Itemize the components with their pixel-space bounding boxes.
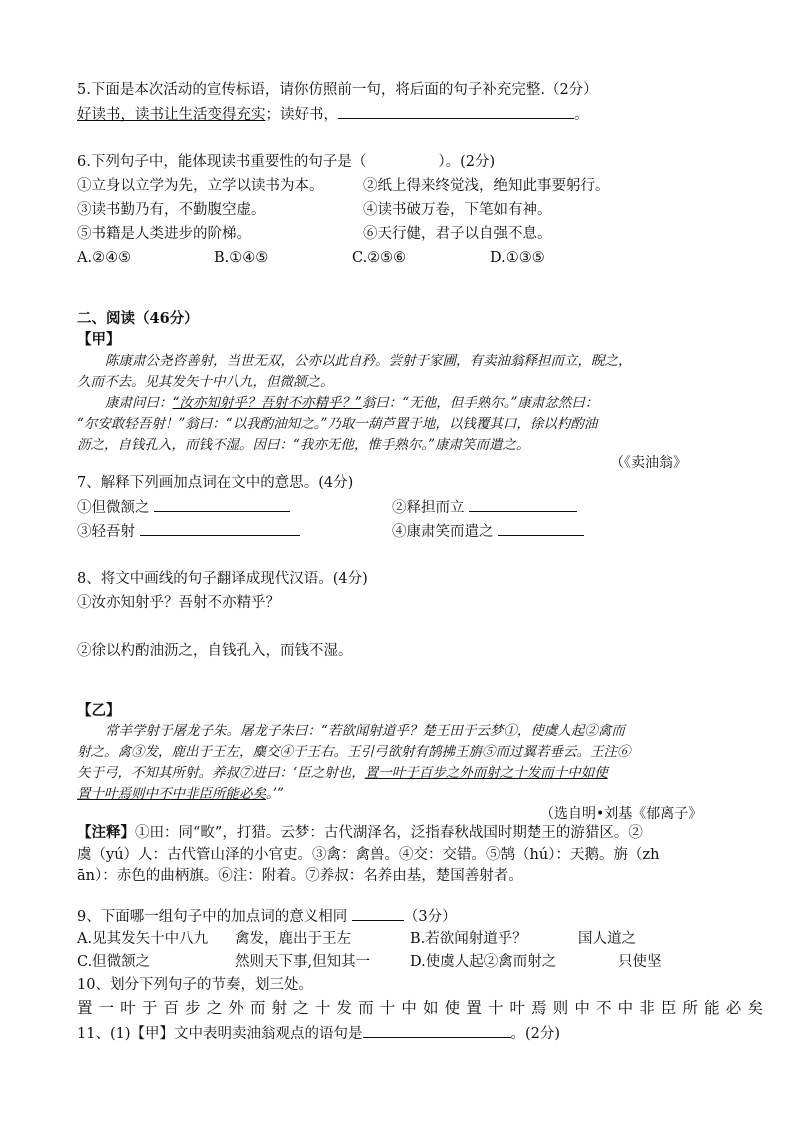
q9-answer-blank[interactable] — [352, 906, 404, 921]
q11-stem: 11、(1)【甲】文中表明卖油翁观点的语句是 。(2分) — [77, 1023, 560, 1044]
passage-jia-line: 康肃问曰：“汝亦知射乎？吾射不亦精乎？”翁曰：“无他，但手熟尔。”康肃忿然曰： — [105, 395, 599, 411]
q8-stem: 8、将文中画线的句子翻译成现代汉语。(4分) — [77, 571, 368, 587]
yi-underlined-sentence: 置一叶于百步之外而射之十发而十中如使 — [364, 765, 608, 781]
q8-sentence-2: ②徐以杓酌油沥之，自钱孔入，而钱不湿。 — [77, 643, 353, 659]
q10-sentence[interactable]: 置 一 叶 于 百 步 之 外 而 射 之 十 发 而 十 中 如 使 置 十 叶 焉 则 中 不 中 非 臣 所 能 必 矣 — [77, 999, 764, 1017]
q9-option-b-2: 国人道之 — [578, 931, 636, 947]
notes-line: ān）：赤色的曲柄旗。⑥注：附着。⑦养叔：名养由基，楚国善射者。 — [77, 868, 523, 884]
q5-prompt: ；读好书， — [265, 107, 338, 123]
notes-line: 虞（yú）人：古代管山泽的小官吏。③禽：禽兽。④交：交错。⑤鹄（hú）：天鹅。旃（zh — [77, 847, 660, 863]
q5-end: 。 — [574, 107, 589, 123]
q6-option-d[interactable]: D.①③⑤ — [490, 250, 545, 266]
q6-option-c[interactable]: C.②⑤⑥ — [352, 250, 407, 266]
notes-label: 【注释】 — [77, 824, 135, 841]
q7-item: ②释担而立 — [392, 497, 577, 518]
q6-item-3: ③读书勤乃有，不勤腹空虚。 — [77, 202, 266, 218]
q5-stem: 5.下面是本次活动的宣传标语，请你仿照前一句，将后面的句子补充完整.（2分） — [77, 82, 598, 98]
q9-stem: 9、下面哪一组句子中的加点词的意义相同 （3分） — [77, 906, 457, 927]
q7-item: ①但微颔之 — [77, 497, 290, 518]
q8-sentence-1: ①汝亦知射乎？吾射不亦精乎？ — [77, 595, 280, 611]
notes-line: 【注释】①田：同“畋”，打猎。云梦：古代湖泽名，泛指春秋战国时期楚王的游猎区。② — [77, 824, 643, 841]
q5-answer-blank[interactable] — [338, 104, 574, 119]
jia-underlined-sentence: “汝亦知射乎？吾射不亦精乎？” — [172, 395, 362, 411]
q6-item-2: ②纸上得来终觉浅，绝知此事要躬行。 — [363, 178, 610, 194]
q7-answer-blank[interactable] — [140, 521, 300, 536]
q7-answer-blank[interactable] — [469, 497, 577, 512]
passage-jia-line: 沥之，自钱孔入，而钱不湿。因曰：“我亦无他，惟手熟尔。”康肃笑而遣之。 — [77, 437, 530, 453]
passage-yi-line: 矢于弓，不知其所射。养叔⑦进曰：‘臣之射也，置一叶于百步之外而射之十发而十中如使 — [77, 765, 608, 781]
q6-stem: 6.下列句子中，能体现读书重要性的句子是（ ）。(2分) — [77, 154, 496, 170]
q9-option-c-2: 然则天下事,但知其一 — [235, 954, 371, 970]
q7-item: ④康肃笑而遣之 — [392, 521, 584, 542]
q5-answer-line — [77, 104, 589, 125]
q6-item-5: ⑤书籍是人类进步的阶梯。 — [77, 226, 251, 242]
q6-item-6: ⑥天行健，君子以自强不息。 — [363, 226, 552, 242]
passage-yi-source: （选自明•刘基《郁离子》 — [540, 806, 703, 822]
q7-stem: 7、解释下列画加点词在文中的意思。(4分) — [77, 475, 354, 491]
yi-underlined-sentence: 置十叶焉则中不中非臣所能必矣 — [77, 786, 266, 802]
passage-jia-line: 陈康肃公尧咨善射，当世无双，公亦以此自矜。尝射于家圃，有卖油翁释担而立，睨之， — [105, 353, 632, 369]
q6-option-a[interactable]: A.②④⑤ — [77, 250, 132, 266]
q5-example: 好读书，读书让生活变得充实 — [77, 107, 266, 123]
passage-yi-line: 射之。禽③发，鹿出于王左，麋交④于王右。王引弓欲射有鹄拂王旃⑤而过翼若垂云。王注⑥ — [77, 744, 631, 760]
q9-option-b-1[interactable]: B.若欲闻射道乎？ — [410, 931, 527, 947]
passage-jia-line: “尔安敢轻吾射！”翁曰：“以我酌油知之。”乃取一葫芦置于地，以钱覆其口，徐以杓酌油 — [77, 416, 598, 432]
q9-option-c-1[interactable]: C.但微颔之 — [77, 954, 151, 970]
passage-yi-label: 【乙】 — [77, 702, 121, 719]
q11-answer-blank[interactable] — [363, 1023, 511, 1038]
q9-option-d-2: 只使坚 — [618, 954, 662, 970]
passage-yi-line: 置十叶焉则中不中非臣所能必矣。’” — [77, 786, 284, 802]
q6-option-b[interactable]: B.①④⑤ — [214, 250, 269, 266]
passage-jia-source: （《卖油翁》 — [610, 455, 687, 471]
q9-option-a-2: 禽发，鹿出于王左 — [235, 931, 351, 947]
q6-item-1: ①立身以立学为先，立学以读书为本。 — [77, 178, 324, 194]
q6-item-4: ④读书破万卷，下笔如有神。 — [363, 202, 552, 218]
q9-option-a-1[interactable]: A.见其发矢十中八九 — [77, 931, 209, 947]
q7-answer-blank[interactable] — [498, 521, 584, 536]
passage-yi-line: 常羊学射于屠龙子朱。屠龙子朱曰：“若欲闻射道乎？楚王田于云梦①，使虞人起②禽而 — [105, 723, 625, 739]
passage-jia-line: 久而不去。见其发矢十中八九，但微颔之。 — [77, 374, 334, 390]
q10-stem: 10、划分下列句子的节奏，划三处。 — [77, 977, 313, 993]
q7-item: ③轻吾射 — [77, 521, 300, 542]
q7-answer-blank[interactable] — [154, 497, 290, 512]
passage-jia-label: 【甲】 — [77, 331, 121, 348]
section2-title: 二、阅读（46分） — [77, 310, 199, 327]
q9-option-d-1[interactable]: D.使虞人起②禽而射之 — [410, 954, 557, 970]
